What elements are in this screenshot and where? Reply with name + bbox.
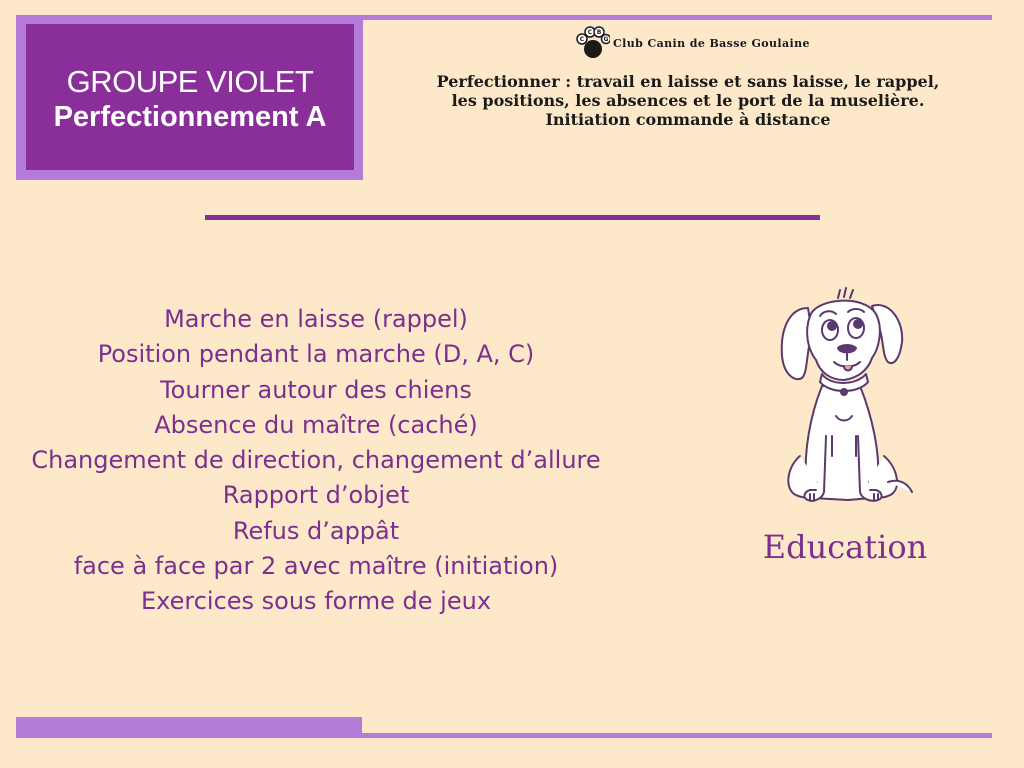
exercise-item: Refus d’appât bbox=[232, 516, 400, 545]
svg-text:B: B bbox=[596, 29, 602, 36]
footer-divider bbox=[360, 733, 992, 738]
group-description bbox=[378, 72, 998, 129]
top-divider bbox=[360, 15, 992, 20]
group-level: Perfectionnement A bbox=[53, 101, 327, 133]
exercise-item: Changement de direction, changement d’allure bbox=[31, 446, 601, 475]
section-divider bbox=[205, 215, 820, 220]
svg-text:C: C bbox=[587, 29, 593, 36]
illustration-caption: Education bbox=[762, 528, 928, 566]
footer-bar bbox=[16, 717, 362, 738]
dog-illustration-icon bbox=[760, 286, 930, 516]
exercise-item: Marche en laisse (rappel) bbox=[164, 305, 468, 333]
paw-logo-icon bbox=[576, 26, 610, 60]
svg-text:C: C bbox=[579, 36, 585, 43]
exercise-item: Exercices sous forme de jeux bbox=[140, 587, 492, 616]
exercise-list bbox=[10, 302, 622, 620]
exercise-item: Tourner autour des chiens bbox=[160, 375, 472, 404]
description-line: les positions, les absences et le port de la muselière. bbox=[451, 91, 925, 110]
club-header bbox=[576, 26, 810, 60]
title-box bbox=[26, 24, 354, 170]
exercise-item: Position pendant la marche (D, A, C) bbox=[97, 340, 535, 369]
exercise-item: Rapport d’objet bbox=[222, 481, 410, 510]
description-line: Initiation commande à distance bbox=[545, 110, 831, 129]
description-line: Perfectionner : travail en laisse et sans laisse, le rappel, bbox=[436, 72, 940, 91]
svg-text:G: G bbox=[603, 36, 609, 43]
group-name: GROUPE VIOLET bbox=[66, 64, 314, 99]
exercise-item: Absence du maître (caché) bbox=[154, 410, 478, 439]
exercise-item: face à face par 2 avec maître (initiation) bbox=[73, 552, 559, 581]
club-name: Club Canin de Basse Goulaine bbox=[613, 36, 810, 50]
